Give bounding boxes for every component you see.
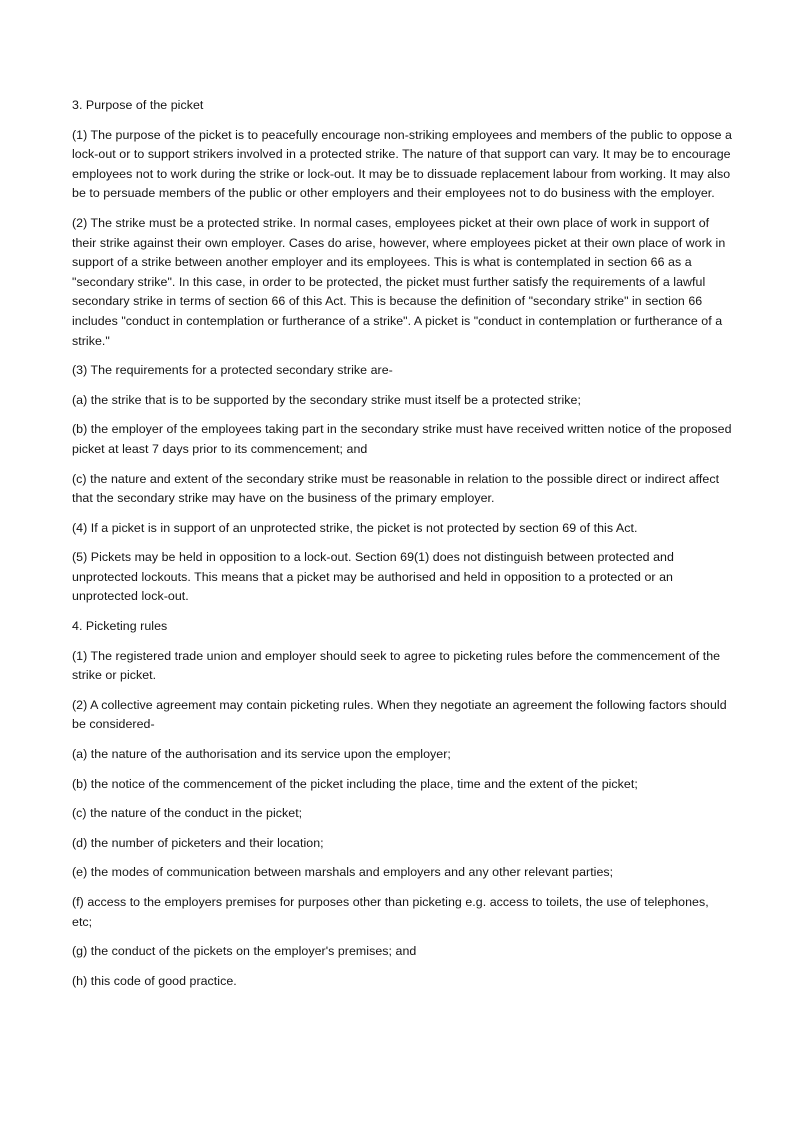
- paragraph-3-5: (5) Pickets may be held in opposition to a lock-out. Section 69(1) does not distinguish between protected and unprotected lockouts. This means that a picket may be authorised and held in opposition to a protected or an unprotected lock-out.: [72, 550, 674, 604]
- paragraph-3-2: (2) The strike must be a protected strike. In normal cases, employees picket at their own place of work in support of their strike against their own employer. Cases do arise, however, where employees picket at their own place of work in support of a strike between another employer and its employees. This is what is contemplated in section 66 as a "secondary strike". In this case, in order to be protected, the picket must further satisfy the requirements of a lawful secondary strike in terms of section 66 of this Act. This is because the definition of "secondary strike" in section 66 includes "conduct in contemplation or furtherance of a strike". A picket is "conduct in contemplation or furtherance of a strike.": [72, 215, 726, 348]
- paragraph-3-3-b: (b) the employer of the employees taking part in the secondary strike must have received written notice of the proposed picket at least 7 days prior to its commencement; and: [72, 422, 732, 456]
- section-heading-purpose-of-picket: 3. Purpose of the picket: [72, 98, 204, 112]
- paragraph-3-3-c: (c) the nature and extent of the secondary strike must be reasonable in relation to the possible direct or indirect affect that the secondary strike may have on the business of the primary employer.: [72, 471, 720, 506]
- paragraph-3-4: (4) If a picket is in support of an unprotected strike, the picket is not protected by section 69 of this Act.: [72, 520, 638, 535]
- paragraph-3-1: (1) The purpose of the picket is to peacefully encourage non-striking employees and members of the public to oppose a lock-out or to support strikers involved in a protected strike. The nature of that support can vary. It may be to encourage employees not to work during the strike or lock-out. It may be to dissuade replacement labour from working. It may also be to persuade members of the public or other employers and their employees not to do business with the employer.: [72, 127, 732, 201]
- paragraph-4-2-c: (c) the nature of the conduct in the picket;: [72, 806, 303, 821]
- paragraph-3-3: (3) The requirements for a protected secondary strike are-: [72, 363, 393, 378]
- document-page: [72, 96, 732, 1001]
- paragraph-3-3-a: (a) the strike that is to be supported by the secondary strike must itself be a protected strike;: [72, 392, 581, 407]
- section-heading-picketing-rules: 4. Picketing rules: [72, 619, 168, 634]
- paragraph-4-2-b: (b) the notice of the commencement of the picket including the place, time and the extent of the picket;: [72, 776, 638, 791]
- paragraph-4-2-a: (a) the nature of the authorisation and its service upon the employer;: [72, 747, 451, 762]
- paragraph-4-1: (1) The registered trade union and employer should seek to agree to picketing rules before the commencement of the strike or picket.: [72, 648, 721, 683]
- paragraph-4-2: (2) A collective agreement may contain picketing rules. When they negotiate an agreement the following factors should be considered-: [72, 697, 727, 732]
- paragraph-4-2-d: (d) the number of picketers and their location;: [72, 835, 324, 850]
- paragraph-4-2-f: (f) access to the employers premises for purposes other than picketing e.g. access to toilets, the use of telephones, etc;: [72, 895, 709, 929]
- paragraph-4-2-g: (g) the conduct of the pickets on the employer's premises; and: [72, 944, 417, 959]
- paragraph-4-2-e: (e) the modes of communication between marshals and employers and any other relevant parties;: [72, 865, 614, 880]
- paragraph-4-2-h: (h) this code of good practice.: [72, 973, 237, 988]
